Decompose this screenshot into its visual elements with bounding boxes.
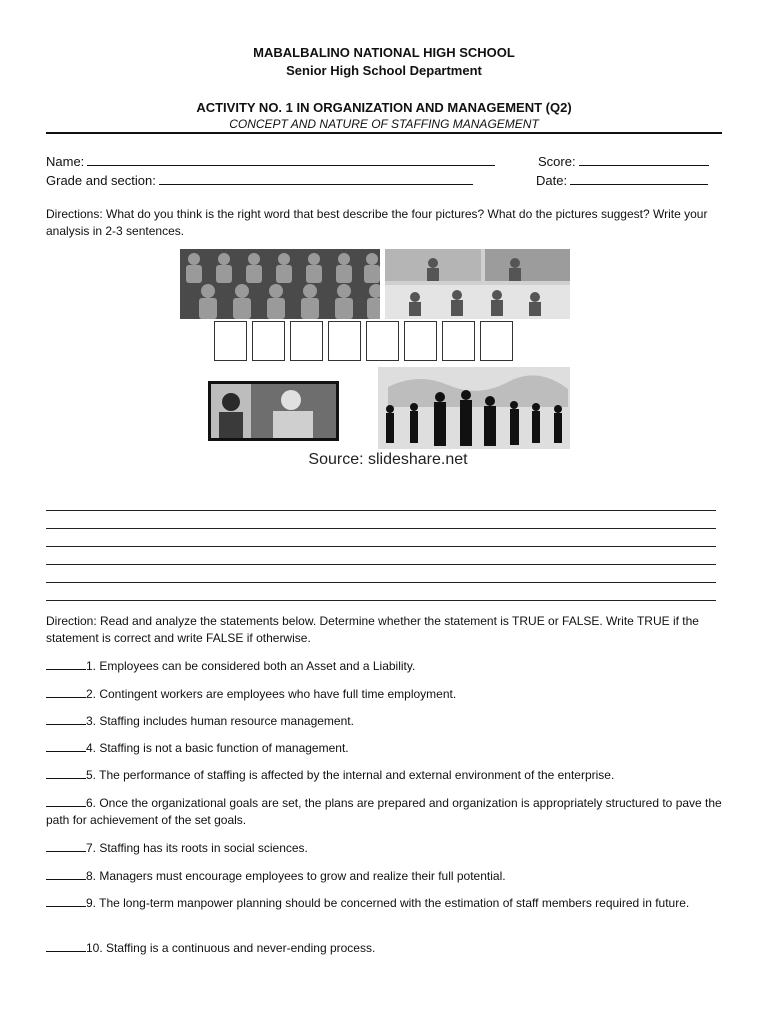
letter-box[interactable] <box>442 321 475 361</box>
date-field[interactable] <box>536 172 708 189</box>
directions-part1: Directions: What do you think is the right word that best describe the four pictures? What do the pictures suggest? Write your analysis in 2-3 sentences. <box>46 207 708 238</box>
four-pics-figure <box>180 249 620 471</box>
answer-line[interactable] <box>46 546 716 547</box>
activity-title: ACTIVITY NO. 1 IN ORGANIZATION AND MANAGEMENT (Q2) <box>196 100 572 115</box>
statement-item: 2. Contingent workers are employees who have full time employment. <box>46 686 722 703</box>
date-blank[interactable] <box>570 172 708 185</box>
statement-item: 9. The long-term manpower planning should be concerned with the estimation of staff members required in future. <box>46 895 722 912</box>
answer-blank[interactable] <box>46 940 86 952</box>
answer-blank[interactable] <box>46 713 86 725</box>
statement-item: 4. Staffing is not a basic function of management. <box>46 740 722 757</box>
answer-line[interactable] <box>46 528 716 529</box>
answer-blank[interactable] <box>46 686 86 698</box>
grade-section-label: Grade and section: <box>46 173 156 188</box>
grade-section-blank[interactable] <box>159 172 473 185</box>
date-label: Date: <box>536 173 568 188</box>
letter-box[interactable] <box>328 321 361 361</box>
name-field[interactable] <box>46 153 495 170</box>
letter-box[interactable] <box>290 321 323 361</box>
letter-box[interactable] <box>366 321 399 361</box>
letter-box[interactable] <box>252 321 285 361</box>
answer-blank[interactable] <box>46 767 86 779</box>
statement-item: 6. Once the organizational goals are set, the plans are prepared and organization is appropriately structured to pave the path for achievement of the set goals. <box>46 796 722 827</box>
grade-section-field[interactable] <box>46 172 473 189</box>
letter-box[interactable] <box>214 321 247 361</box>
school-name: MABALBALINO NATIONAL HIGH SCHOOL <box>253 45 515 60</box>
answer-blank[interactable] <box>46 658 86 670</box>
header-divider <box>46 132 722 134</box>
name-label: Name: <box>46 154 85 169</box>
name-blank[interactable] <box>87 153 495 166</box>
answer-blank[interactable] <box>46 840 86 852</box>
answer-line[interactable] <box>46 582 716 583</box>
answer-line[interactable] <box>46 510 716 511</box>
score-field[interactable] <box>538 153 709 170</box>
activity-subtitle: CONCEPT AND NATURE OF STAFFING MANAGEMENT <box>229 117 539 131</box>
statement-item: 10. Staffing is a continuous and never-ending process. <box>46 940 722 957</box>
statement-item: 7. Staffing has its roots in social sciences. <box>46 840 722 857</box>
answer-blank[interactable] <box>46 740 86 752</box>
letter-box[interactable] <box>404 321 437 361</box>
crowd-figures-image <box>180 249 380 319</box>
interview-image <box>208 381 339 441</box>
answer-line[interactable] <box>46 564 716 565</box>
department-name: Senior High School Department <box>286 63 482 78</box>
directions-part2: Direction: Read and analyze the statements below. Determine whether the statement is TRUE or FALSE. Write TRUE if the statement is correct and write FALSE if otherwise. <box>46 614 699 645</box>
statement-item: 3. Staffing includes human resource management. <box>46 713 722 730</box>
statement-item: 8. Managers must encourage employees to grow and realize their full potential. <box>46 868 722 885</box>
office-meeting-image <box>385 249 570 319</box>
letter-box[interactable] <box>480 321 513 361</box>
statement-item: 5. The performance of staffing is affected by the internal and external environment of the enterprise. <box>46 767 722 784</box>
score-label: Score: <box>538 154 576 169</box>
answer-line[interactable] <box>46 600 716 601</box>
score-blank[interactable] <box>579 153 709 166</box>
answer-blank[interactable] <box>46 868 86 880</box>
image-source-caption: Source: slideshare.net <box>308 451 468 468</box>
answer-blank[interactable] <box>46 795 86 807</box>
answer-blank[interactable] <box>46 895 86 907</box>
statement-item: 1. Employees can be considered both an Asset and a Liability. <box>46 658 722 675</box>
business-team-image <box>378 367 570 449</box>
